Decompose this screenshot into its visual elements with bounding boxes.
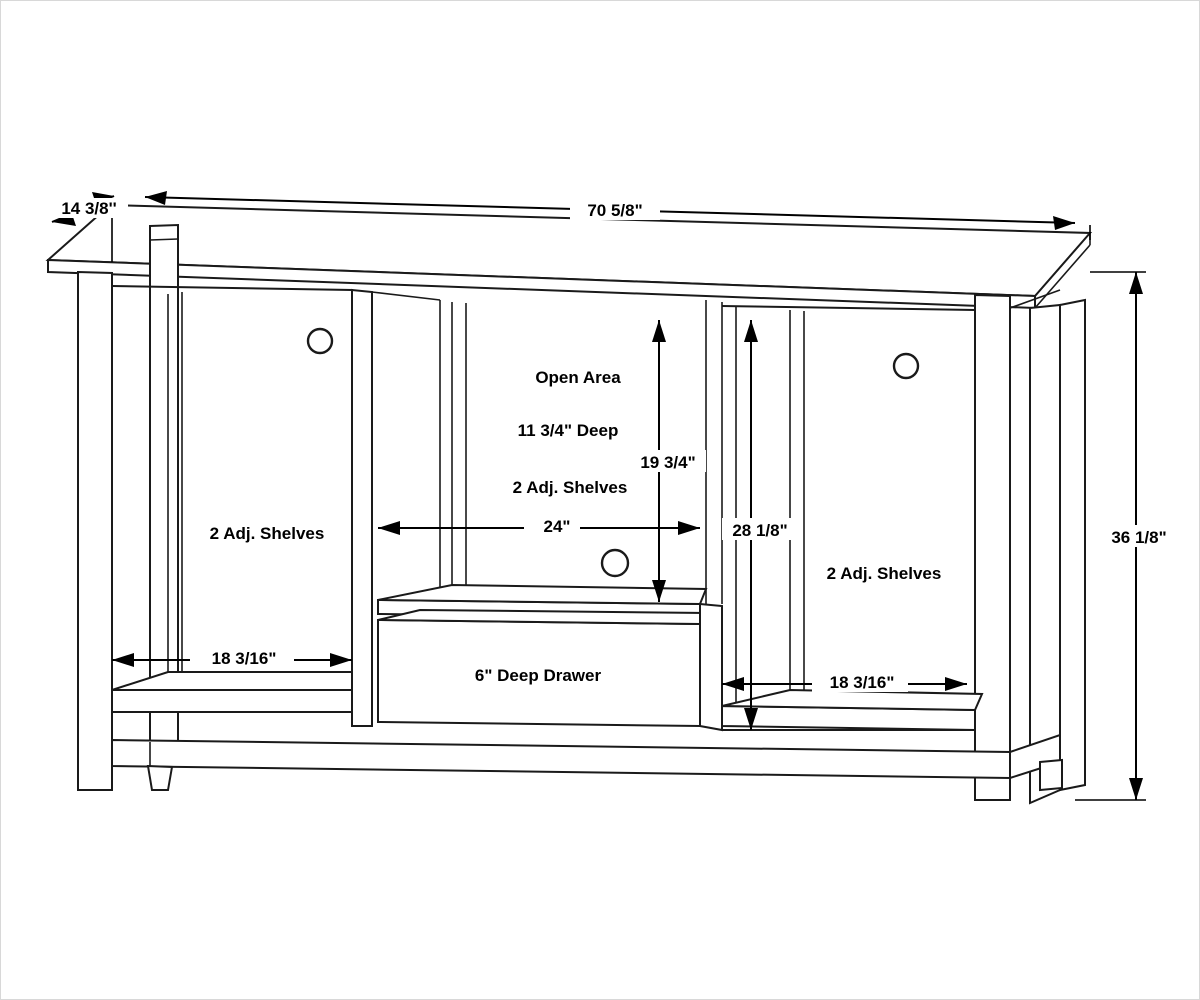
dim-depth-text: 14 3/8''	[61, 199, 117, 218]
dim-overall-width-text: 70 5/8"	[587, 201, 643, 220]
dim-open-area-height	[630, 320, 706, 602]
bottom-rail	[112, 735, 1060, 778]
dim-open-area-height-text: 19 3/4"	[640, 453, 696, 472]
label-right-shelves: 2 Adj. Shelves	[826, 564, 942, 583]
dim-overall-height	[1075, 272, 1178, 800]
label-open-area: Open Area	[535, 368, 621, 387]
dim-left-bay-width-text: 18 3/16"	[211, 649, 277, 668]
dim-open-area-width	[378, 514, 700, 536]
dim-cabinet-height-text: 28 1/8"	[732, 521, 788, 540]
dim-open-area-width-text: 24"	[543, 517, 571, 536]
center-knob[interactable]	[602, 550, 628, 576]
furniture-group	[48, 205, 1090, 803]
label-left-shelves: 2 Adj. Shelves	[209, 524, 325, 543]
left-front-leg	[78, 272, 112, 790]
dim-right-bay-width	[722, 670, 967, 692]
left-door-knob[interactable]	[308, 329, 332, 353]
label-drawer: 6" Deep Drawer	[474, 666, 602, 685]
center-divider-right	[700, 300, 722, 730]
dim-left-bay-width	[112, 646, 352, 668]
table-top	[48, 205, 1090, 308]
right-door-knob[interactable]	[894, 354, 918, 378]
label-open-area-depth: 11 3/4" Deep	[517, 421, 619, 440]
dim-right-bay-width-text: 18 3/16"	[829, 673, 895, 692]
dim-cabinet-height	[722, 320, 798, 730]
right-rear-leg	[1030, 300, 1085, 803]
label-open-area-shelves: 2 Adj. Shelves	[512, 478, 628, 497]
right-front-leg	[975, 295, 1010, 800]
dim-overall-height-text: 36 1/8"	[1111, 528, 1167, 547]
